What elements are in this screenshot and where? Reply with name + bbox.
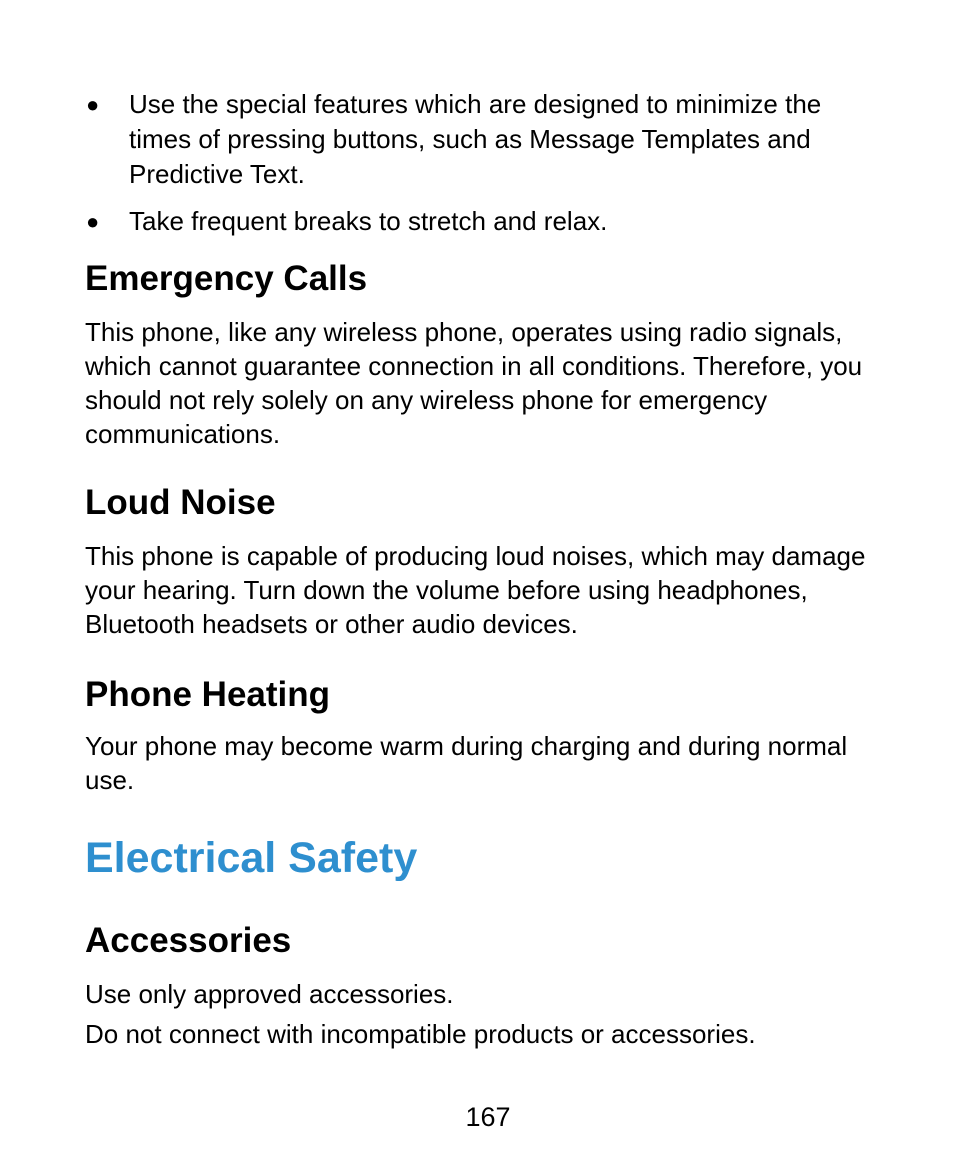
- phone-heating-heading: Phone Heating: [85, 675, 331, 714]
- bullet-text: Take frequent breaks to stretch and relax.: [129, 206, 608, 236]
- accessories-heading: Accessories: [85, 921, 292, 960]
- emergency-calls-heading: Emergency Calls: [85, 259, 368, 298]
- electrical-safety-heading: Electrical Safety: [85, 834, 418, 882]
- page-number: 167: [465, 1102, 511, 1132]
- bullet-item: [85, 204, 885, 239]
- loud-noise-heading: Loud Noise: [85, 483, 276, 522]
- bullet-item: [85, 87, 885, 192]
- emergency-calls-text: This phone, like any wireless phone, operates using radio signals, which cannot guarantee connection in all conditions. Therefore, you should not rely solely on any wireless phone for emergency communications.: [85, 317, 863, 449]
- loud-noise-text: This phone is capable of producing loud noises, which may damage your hearing. Turn down the volume before using headphones, Bluetooth headsets or other audio devices.: [85, 541, 866, 639]
- bullet-icon: ●: [86, 209, 100, 234]
- document-page: [85, 87, 885, 1051]
- accessories-line: Do not connect with incompatible products or accessories.: [85, 1019, 756, 1049]
- bullet-text: Use the special features which are designed to minimize the times of pressing buttons, such as Message Templates and Predictive Text.: [129, 89, 822, 189]
- phone-heating-text: Your phone may become warm during charging and during normal use.: [85, 731, 848, 795]
- accessories-line: Use only approved accessories.: [85, 979, 454, 1009]
- bullet-list: [85, 87, 885, 239]
- bullet-icon: ●: [86, 92, 100, 117]
